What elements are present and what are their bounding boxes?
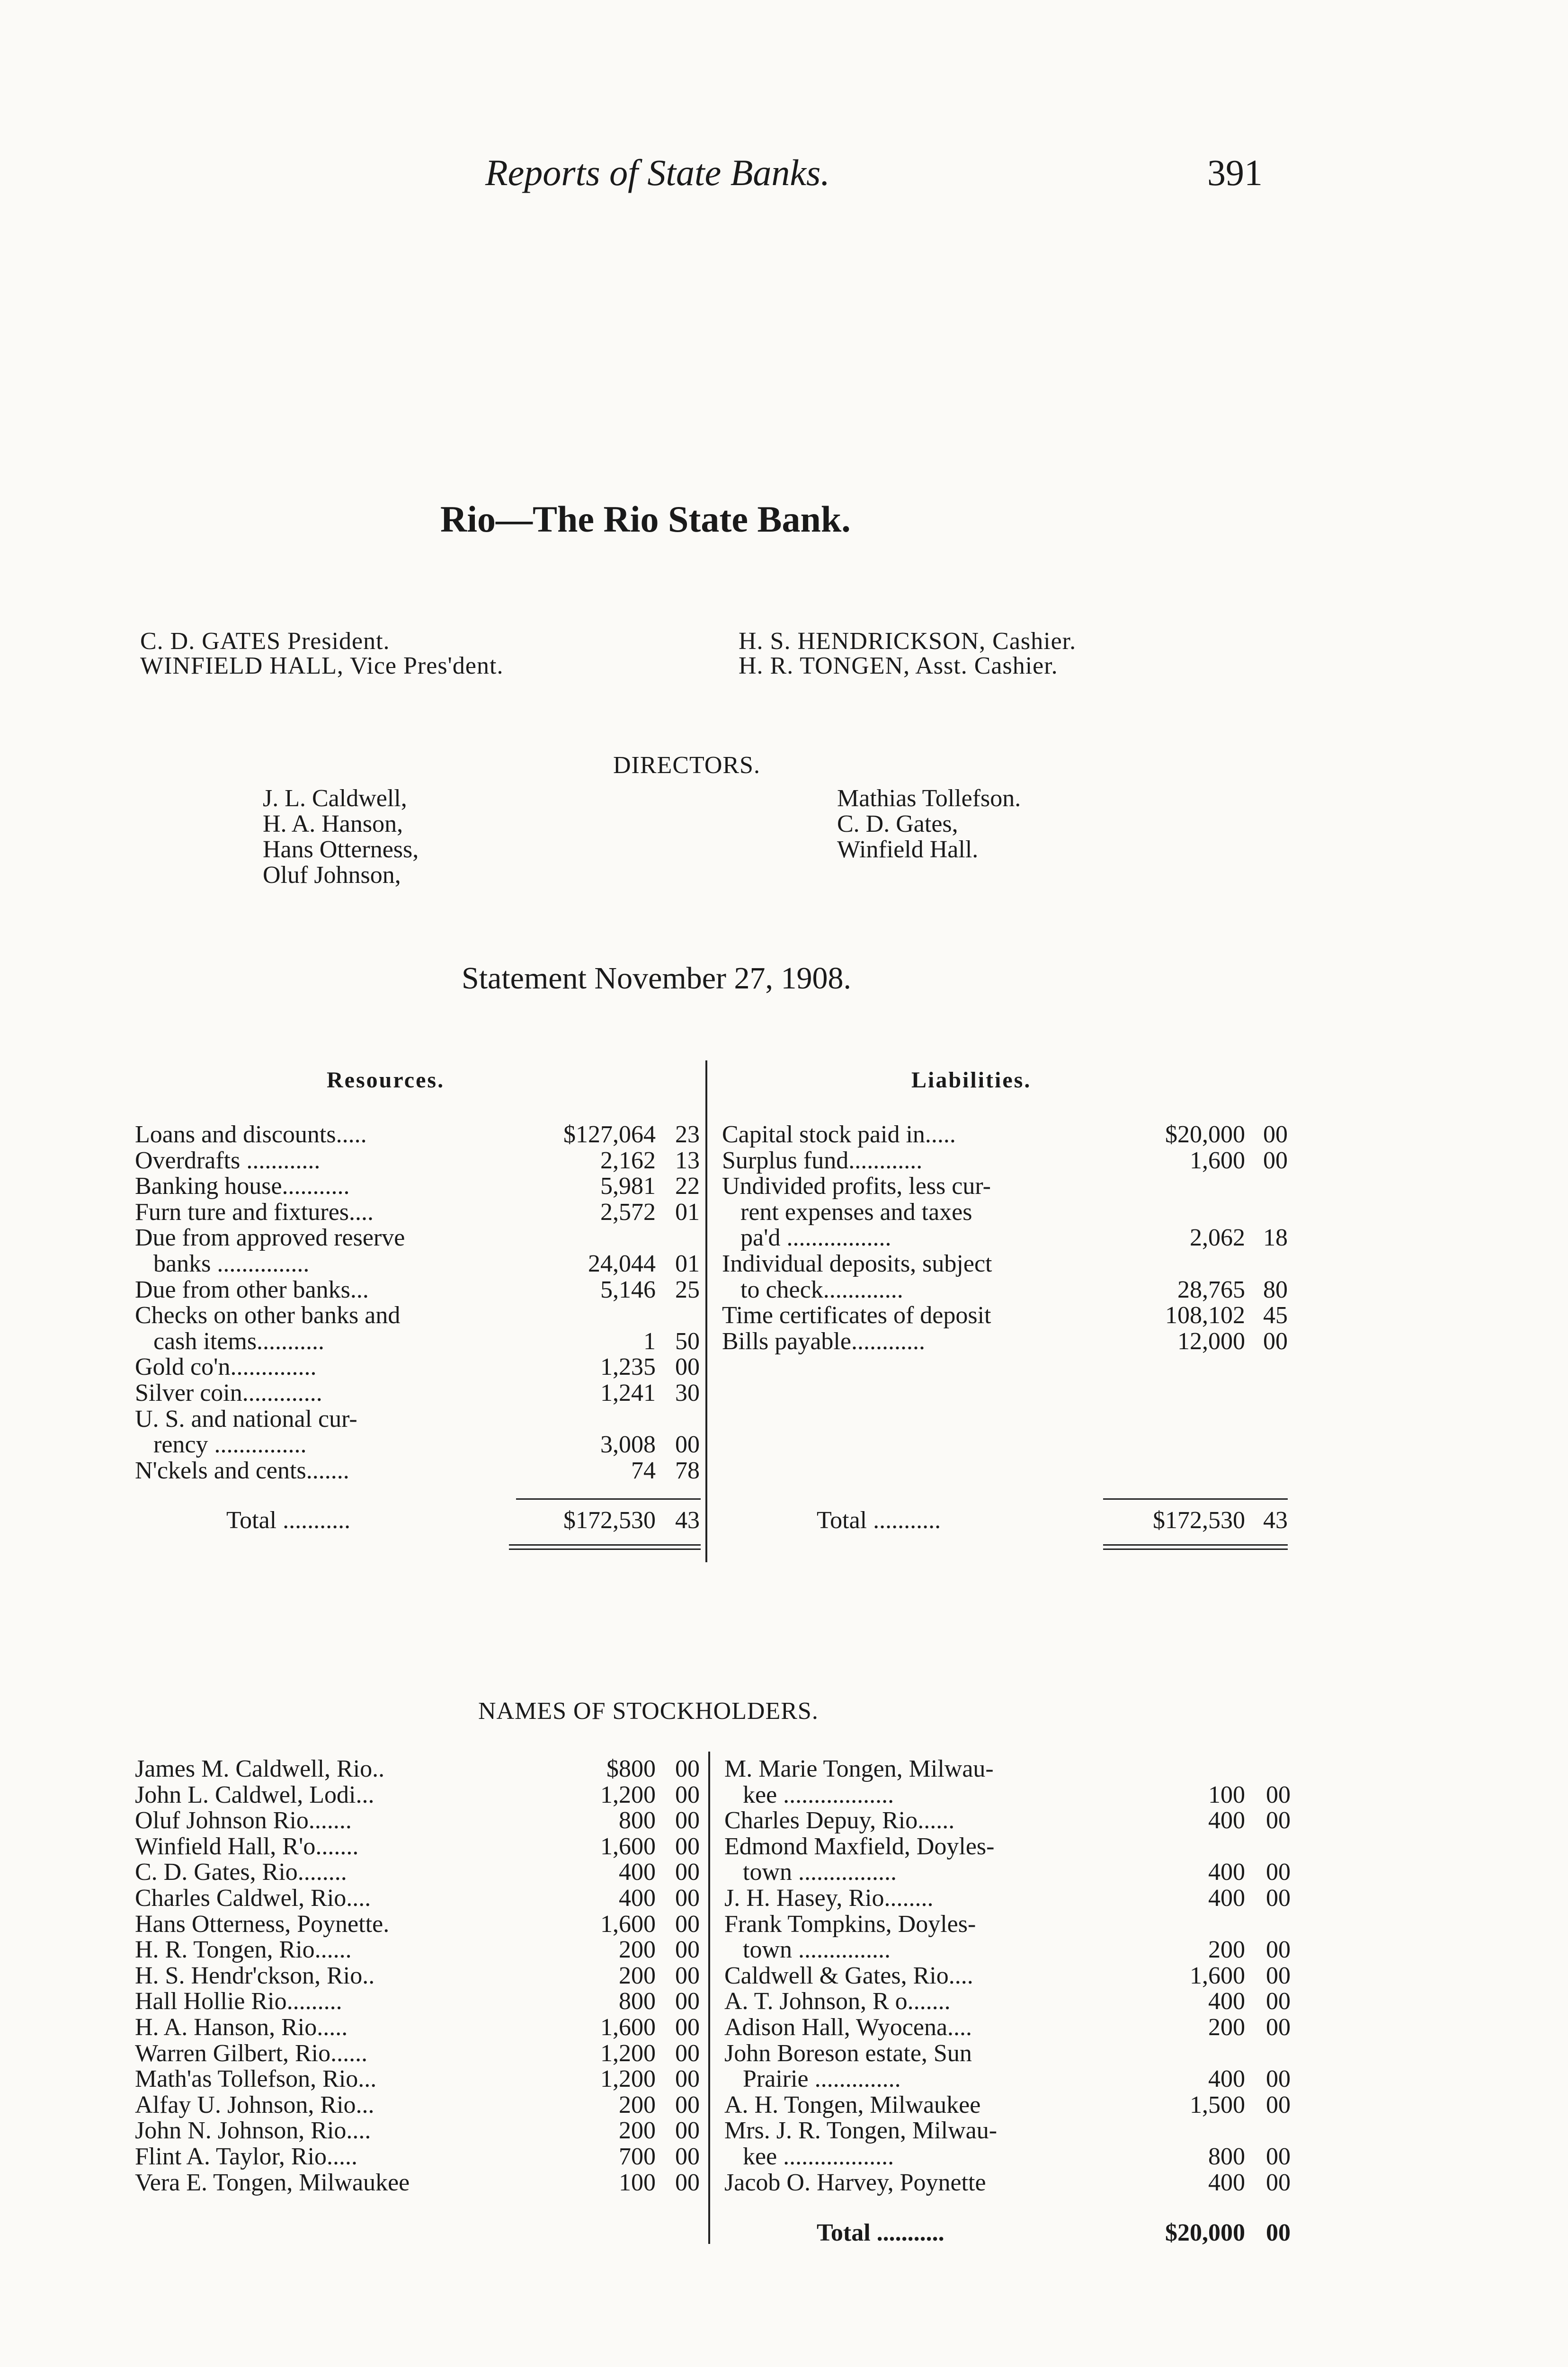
liability-row-label: Individual deposits, subject <box>722 1250 992 1277</box>
stockholder-left-cents: 00 <box>675 1988 700 2015</box>
stockholder-left-cents: 00 <box>675 2143 700 2170</box>
resource-row-cents: 00 <box>675 1431 700 1459</box>
stockholder-right-label: Charles Depuy, Rio...... <box>724 1807 955 1834</box>
resource-row-label: N'ckels and cents....... <box>135 1457 349 1484</box>
stockholder-right-label: kee .................. <box>724 2143 894 2170</box>
stockholders-total-dollars: $20,000 <box>1165 2219 1245 2246</box>
resource-row-dollars: $127,064 <box>563 1121 656 1148</box>
stockholder-right-label: Caldwell & Gates, Rio.... <box>724 1962 973 1989</box>
stockholder-right-label: town ................ <box>724 1859 897 1886</box>
stockholder-right-cents: 00 <box>1266 2143 1291 2170</box>
liability-row-cents: 00 <box>1263 1327 1288 1355</box>
liability-row-label: Time certificates of deposit <box>722 1302 991 1329</box>
resource-row-cents: 50 <box>675 1327 700 1355</box>
stockholder-left-label: H. S. Hendr'ckson, Rio.. <box>135 1962 375 1989</box>
stockholder-right-label: A. T. Johnson, R o....... <box>724 1988 951 2015</box>
resource-row-dollars: 2,572 <box>600 1198 656 1226</box>
resource-row-label: Due from approved reserve <box>135 1224 405 1252</box>
liabilities-total-cents: 43 <box>1263 1507 1288 1534</box>
stockholder-right-label: M. Marie Tongen, Milwau- <box>724 1755 994 1782</box>
stockholder-left-cents: 00 <box>675 1807 700 1834</box>
resources-total-cents: 43 <box>675 1507 700 1534</box>
stockholder-right-cents: 00 <box>1266 1885 1291 1912</box>
stockholder-left-label: H. R. Tongen, Rio...... <box>135 1936 352 1964</box>
stockholder-right-label: Prairie .............. <box>724 2065 901 2093</box>
stockholder-left-dollars: 800 <box>619 1988 656 2015</box>
resource-row-label: U. S. and national cur- <box>135 1405 357 1433</box>
stockholder-left-dollars: 1,600 <box>600 1833 656 1860</box>
liability-row-label: rent expenses and taxes <box>722 1198 972 1226</box>
stockholder-right-label: kee .................. <box>724 1781 894 1808</box>
resource-row-cents: 25 <box>675 1276 700 1303</box>
resource-row-dollars: 1 <box>643 1327 656 1355</box>
stockholder-right-cents: 00 <box>1266 1859 1291 1886</box>
page-number: 391 <box>1207 152 1263 193</box>
liability-row-label: Bills payable............ <box>722 1327 925 1355</box>
stockholder-right-dollars: 200 <box>1208 2014 1245 2041</box>
stockholder-right-cents: 00 <box>1266 1988 1291 2015</box>
stockholder-left-dollars: 400 <box>619 1859 656 1886</box>
stockholder-left-cents: 00 <box>675 1962 700 1989</box>
liabilities-total-label: Total ........... <box>817 1507 941 1534</box>
stockholder-right-dollars: 200 <box>1208 1936 1245 1964</box>
liability-row-cents: 00 <box>1263 1147 1288 1174</box>
stockholder-left-dollars: 1,600 <box>600 2014 656 2041</box>
liabilities-heading: Liabilities. <box>911 1068 1032 1093</box>
resource-row-label: rency ............... <box>135 1431 307 1459</box>
bank-title: Rio—The Rio State Bank. <box>440 498 851 540</box>
statement-divider <box>705 1060 707 1562</box>
liability-row-dollars: $20,000 <box>1165 1121 1245 1148</box>
resource-row-cents: 23 <box>675 1121 700 1148</box>
director-name: H. A. Hanson, <box>263 810 403 837</box>
stockholder-left-cents: 00 <box>675 1755 700 1782</box>
director-name: C. D. Gates, <box>837 810 958 837</box>
stockholder-left-cents: 00 <box>675 2091 700 2118</box>
stockholder-right-label: Edmond Maxfield, Doyles- <box>724 1833 995 1860</box>
liability-row-label: Capital stock paid in..... <box>722 1121 956 1148</box>
liability-row-dollars: 1,600 <box>1190 1147 1245 1174</box>
stockholder-right-cents: 00 <box>1266 2169 1291 2196</box>
stockholders-total-label: Total ........... <box>817 2219 944 2246</box>
stockholder-left-label: Oluf Johnson Rio....... <box>135 1807 352 1834</box>
liabilities-total-dollars: $172,530 <box>1153 1507 1245 1534</box>
stockholder-left-dollars: 1,600 <box>600 1910 656 1938</box>
stockholder-left-cents: 00 <box>675 2014 700 2041</box>
stockholder-right-dollars: 400 <box>1208 2065 1245 2093</box>
officer-president: C. D. GATES President. <box>140 628 390 655</box>
resource-row-label: Silver coin............. <box>135 1379 322 1406</box>
director-name: J. L. Caldwell, <box>263 785 407 812</box>
liabilities-total-rule <box>1103 1498 1288 1500</box>
stockholder-left-cents: 00 <box>675 2065 700 2093</box>
director-name: Winfield Hall. <box>837 836 979 863</box>
stockholder-right-label: J. H. Hasey, Rio........ <box>724 1885 934 1912</box>
stockholder-right-label: John Boreson estate, Sun <box>724 2039 972 2067</box>
resource-row-cents: 01 <box>675 1250 700 1277</box>
liability-row-label: to check............. <box>722 1276 903 1303</box>
stockholder-left-dollars: 1,200 <box>600 1781 656 1808</box>
stockholder-right-cents: 00 <box>1266 1936 1291 1964</box>
liability-row-label: pa'd ................. <box>722 1224 891 1252</box>
stockholder-left-label: Warren Gilbert, Rio...... <box>135 2039 368 2067</box>
stockholder-left-label: James M. Caldwell, Rio.. <box>135 1755 385 1782</box>
resource-row-dollars: 5,981 <box>600 1173 656 1200</box>
resources-total-dollars: $172,530 <box>563 1507 656 1534</box>
resource-row-label: Gold co'n.............. <box>135 1353 317 1381</box>
liability-row-cents: 18 <box>1263 1224 1288 1252</box>
stockholder-right-label: town ............... <box>724 1936 891 1964</box>
stockholder-left-label: Hans Otterness, Poynette. <box>135 1910 390 1938</box>
resources-heading: Resources. <box>327 1068 445 1093</box>
stockholder-left-dollars: 800 <box>619 1807 656 1834</box>
stockholder-left-label: Alfay U. Johnson, Rio... <box>135 2091 374 2118</box>
stockholder-left-dollars: 1,200 <box>600 2065 656 2093</box>
resource-row-cents: 22 <box>675 1173 700 1200</box>
resource-row-label: Overdrafts ............ <box>135 1147 321 1174</box>
stockholder-left-cents: 00 <box>675 2169 700 2196</box>
stockholder-left-dollars: 200 <box>619 2091 656 2118</box>
resource-row-label: Loans and discounts..... <box>135 1121 367 1148</box>
stockholder-left-label: C. D. Gates, Rio........ <box>135 1859 347 1886</box>
stockholders-heading: NAMES OF STOCKHOLDERS. <box>478 1698 819 1725</box>
liability-row-label: Surplus fund............ <box>722 1147 923 1174</box>
stockholder-right-dollars: 400 <box>1208 2169 1245 2196</box>
stockholder-right-dollars: 400 <box>1208 1807 1245 1834</box>
stockholders-total-cents: 00 <box>1266 2219 1291 2246</box>
stockholder-left-cents: 00 <box>675 1859 700 1886</box>
stockholder-left-dollars: 1,200 <box>600 2039 656 2067</box>
resource-row-cents: 13 <box>675 1147 700 1174</box>
liability-row-dollars: 108,102 <box>1165 1302 1245 1329</box>
running-title: Reports of State Banks. <box>485 152 830 193</box>
stockholder-right-dollars: 1,500 <box>1190 2091 1245 2118</box>
liability-row-dollars: 2,062 <box>1190 1224 1245 1252</box>
officer-asst-cashier: H. R. TONGEN, Asst. Cashier. <box>739 652 1058 679</box>
stockholder-right-dollars: 100 <box>1208 1781 1245 1808</box>
stockholder-right-dollars: 400 <box>1208 1988 1245 2015</box>
stockholder-left-dollars: 700 <box>619 2143 656 2170</box>
resource-row-cents: 30 <box>675 1379 700 1406</box>
resource-row-label: Due from other banks... <box>135 1276 369 1303</box>
resources-total-label: Total ........... <box>226 1507 351 1534</box>
stockholder-right-cents: 00 <box>1266 2091 1291 2118</box>
stockholder-right-label: Frank Tompkins, Doyles- <box>724 1910 976 1938</box>
resource-row-dollars: 3,008 <box>600 1431 656 1459</box>
liability-row-cents: 45 <box>1263 1302 1288 1329</box>
resource-row-label: Banking house........... <box>135 1173 350 1200</box>
resource-row-dollars: 1,241 <box>600 1379 656 1406</box>
resource-row-dollars: 74 <box>631 1457 656 1484</box>
resource-row-dollars: 5,146 <box>600 1276 656 1303</box>
liability-row-dollars: 12,000 <box>1177 1327 1245 1355</box>
resource-row-label: cash items........... <box>135 1327 325 1355</box>
resources-total-rule <box>516 1498 701 1500</box>
statement-heading: Statement November 27, 1908. <box>462 961 852 996</box>
liabilities-total-double-rule <box>1103 1544 1288 1550</box>
stockholder-right-label: Adison Hall, Wyocena.... <box>724 2014 972 2041</box>
stockholder-left-label: Math'as Tollefson, Rio... <box>135 2065 377 2093</box>
stockholder-right-dollars: 800 <box>1208 2143 1245 2170</box>
stockholder-left-dollars: $800 <box>606 1755 656 1782</box>
resource-row-label: Furn ture and fixtures.... <box>135 1198 374 1226</box>
stockholder-left-label: Hall Hollie Rio......... <box>135 1988 342 2015</box>
resource-row-dollars: 24,044 <box>588 1250 656 1277</box>
officer-cashier: H. S. HENDRICKSON, Cashier. <box>739 628 1077 655</box>
stockholder-left-dollars: 100 <box>619 2169 656 2196</box>
stockholder-right-cents: 00 <box>1266 1807 1291 1834</box>
stockholder-left-label: Winfield Hall, R'o....... <box>135 1833 359 1860</box>
directors-heading: DIRECTORS. <box>613 752 760 779</box>
stockholder-left-cents: 00 <box>675 2117 700 2145</box>
stockholder-left-label: Charles Caldwel, Rio.... <box>135 1885 371 1912</box>
resources-total-double-rule <box>509 1544 701 1550</box>
stockholder-right-label: Jacob O. Harvey, Poynette <box>724 2169 986 2196</box>
director-name: Mathias Tollefson. <box>837 785 1021 812</box>
stockholder-left-dollars: 400 <box>619 1885 656 1912</box>
stockholder-left-cents: 00 <box>675 1833 700 1860</box>
resource-row-cents: 00 <box>675 1353 700 1381</box>
stockholder-left-label: John L. Caldwel, Lodi... <box>135 1781 374 1808</box>
stockholder-left-dollars: 200 <box>619 1936 656 1964</box>
stockholders-divider <box>708 1752 710 2244</box>
resource-row-label: Checks on other banks and <box>135 1302 401 1329</box>
stockholder-left-cents: 00 <box>675 2039 700 2067</box>
resource-row-cents: 78 <box>675 1457 700 1484</box>
stockholder-left-dollars: 200 <box>619 2117 656 2145</box>
stockholder-left-label: H. A. Hanson, Rio..... <box>135 2014 348 2041</box>
stockholder-left-dollars: 200 <box>619 1962 656 1989</box>
officer-vice-president: WINFIELD HALL, Vice Pres'dent. <box>140 652 504 679</box>
liability-row-cents: 80 <box>1263 1276 1288 1303</box>
stockholder-right-dollars: 400 <box>1208 1885 1245 1912</box>
liability-row-dollars: 28,765 <box>1177 1276 1245 1303</box>
liability-row-label: Undivided profits, less cur- <box>722 1173 991 1200</box>
stockholder-left-cents: 00 <box>675 1910 700 1938</box>
stockholder-right-dollars: 1,600 <box>1190 1962 1245 1989</box>
director-name: Oluf Johnson, <box>263 862 401 889</box>
stockholder-right-label: A. H. Tongen, Milwaukee <box>724 2091 981 2118</box>
stockholder-right-dollars: 400 <box>1208 1859 1245 1886</box>
resource-row-cents: 01 <box>675 1198 700 1226</box>
stockholder-left-cents: 00 <box>675 1936 700 1964</box>
stockholder-right-cents: 00 <box>1266 1962 1291 1989</box>
stockholder-right-cents: 00 <box>1266 2014 1291 2041</box>
liability-row-cents: 00 <box>1263 1121 1288 1148</box>
stockholder-right-cents: 00 <box>1266 1781 1291 1808</box>
stockholder-right-label: Mrs. J. R. Tongen, Milwau- <box>724 2117 998 2145</box>
resource-row-dollars: 2,162 <box>600 1147 656 1174</box>
director-name: Hans Otterness, <box>263 836 419 863</box>
stockholder-right-cents: 00 <box>1266 2065 1291 2093</box>
resource-row-dollars: 1,235 <box>600 1353 656 1381</box>
resource-row-label: banks ............... <box>135 1250 310 1277</box>
stockholder-left-cents: 00 <box>675 1885 700 1912</box>
stockholder-left-label: Vera E. Tongen, Milwaukee <box>135 2169 410 2196</box>
stockholder-left-cents: 00 <box>675 1781 700 1808</box>
stockholder-left-label: John N. Johnson, Rio.... <box>135 2117 371 2145</box>
stockholder-left-label: Flint A. Taylor, Rio..... <box>135 2143 358 2170</box>
